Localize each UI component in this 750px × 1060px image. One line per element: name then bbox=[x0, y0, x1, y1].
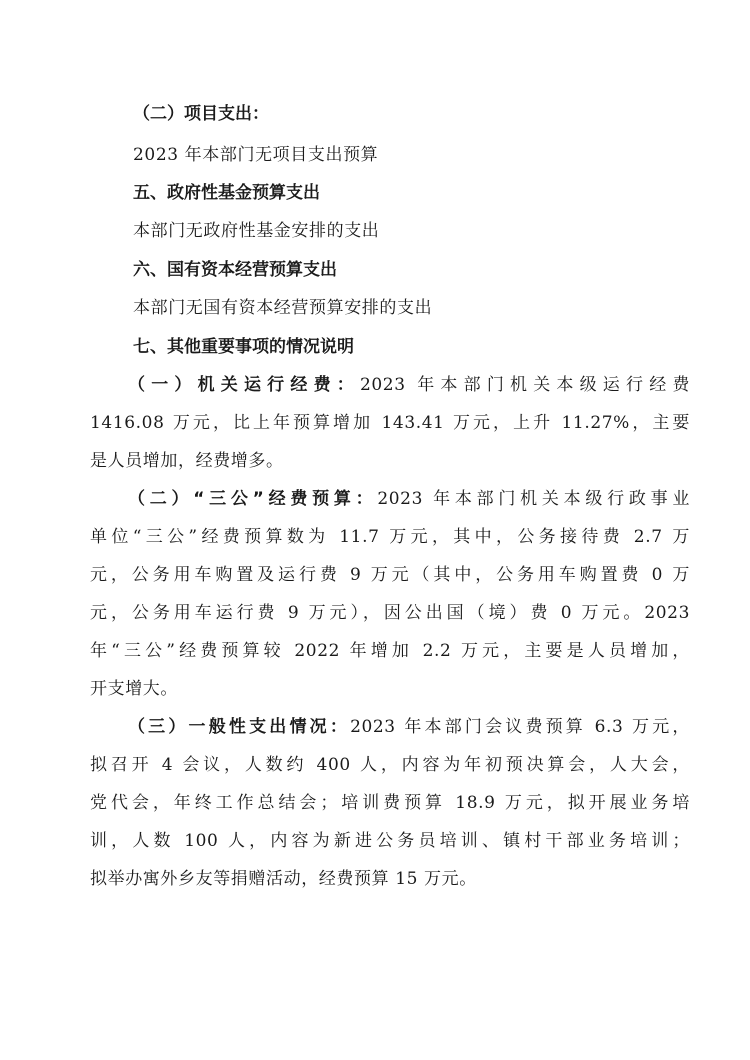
paragraph-three-public-line: 年“三公”经费预算较 2022 年增加 2.2 万元，主要是人员增加， bbox=[90, 641, 690, 661]
heading-other-matters: 七、其他重要事项的情况说明 bbox=[133, 337, 354, 357]
text-project-expenditure: 2023 年本部门无项目支出预算 bbox=[133, 145, 379, 165]
paragraph-general-expense-line: 党代会，年终工作总结会；培训费预算 18.9 万元，拟开展业务培 bbox=[90, 793, 690, 813]
paragraph-operating-cost-line: 是人员增加，经费增多。 bbox=[90, 451, 284, 471]
paragraph-three-public-line: 开支增大。 bbox=[90, 679, 178, 699]
paragraph-general-expense-line: 拟召开 4 会议，人数约 400 人，内容为年初预决算会，人大会， bbox=[90, 755, 690, 775]
heading-government-fund: 五、政府性基金预算支出 bbox=[133, 183, 320, 203]
label-general-expense: （三）一般性支出情况： bbox=[128, 717, 351, 737]
paragraph-three-public-line: 元，公务用车购置及运行费 9 万元（其中，公务用车购置费 0 万 bbox=[90, 565, 690, 585]
heading-state-capital: 六、国有资本经营预算支出 bbox=[133, 260, 337, 280]
text-state-capital: 本部门无国有资本经营预算安排的支出 bbox=[133, 298, 433, 318]
text-government-fund: 本部门无政府性基金安排的支出 bbox=[133, 221, 380, 241]
paragraph-three-public-line: （二）“三公”经费预算：2023 年本部门机关本级行政事业 bbox=[128, 489, 690, 509]
paragraph-three-public-line: 元，公务用车运行费 9 万元），因公出国（境）费 0 万元。2023 bbox=[90, 603, 690, 623]
paragraph-three-public-line: 单位“三公”经费预算数为 11.7 万元，其中，公务接待费 2.7 万 bbox=[90, 527, 690, 547]
paragraph-general-expense-line: 拟举办寓外乡友等捐赠活动，经费预算 15 万元。 bbox=[90, 869, 477, 889]
paragraph-operating-cost-line: （一）机关运行经费：2023 年本部门机关本级运行经费 bbox=[128, 375, 690, 395]
heading-project-expenditure: （二）项目支出： bbox=[133, 104, 269, 124]
paragraph-general-expense-line: （三）一般性支出情况：2023 年本部门会议费预算 6.3 万元， bbox=[128, 717, 690, 737]
label-three-public: （二）“三公”经费预算： bbox=[128, 489, 378, 509]
label-operating-cost: （一）机关运行经费： bbox=[128, 375, 360, 395]
paragraph-general-expense-line: 训，人数 100 人，内容为新进公务员培训、镇村干部业务培训； bbox=[90, 831, 690, 851]
paragraph-operating-cost-line: 1416.08 万元，比上年预算增加 143.41 万元，上升 11.27%，主要 bbox=[90, 413, 690, 433]
